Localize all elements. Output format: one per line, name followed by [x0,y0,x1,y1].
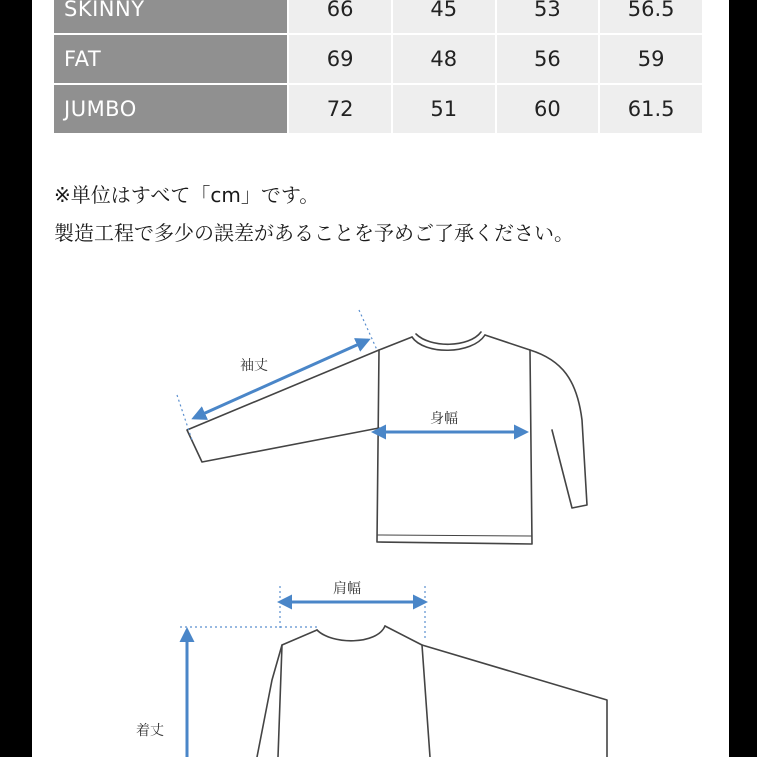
table-cell: 48 [393,35,495,83]
measurement-diagram [32,0,729,757]
tolerance-note: 製造工程で多少の誤差があることを予めご了承ください。 [54,221,574,245]
table-cell: 56 [497,35,599,83]
table-cell: 45 [393,0,495,33]
table-cell: 61.5 [600,85,702,133]
unit-note: ※単位はすべて「cm」です。 [54,183,320,207]
size-name-cell: JUMBO [54,85,287,133]
table-cell: 56.5 [600,0,702,33]
size-name-cell: FAT [54,35,287,83]
table-cell: 53 [497,0,599,33]
table-cell: 60 [497,85,599,133]
table-cell: 59 [600,35,702,83]
shoulder-width-label: 肩幅 [333,581,361,597]
table-cell: 72 [289,85,391,133]
sleeve-length-arrow [194,340,368,418]
table-cell: 51 [393,85,495,133]
body-width-label: 身幅 [430,411,458,427]
table-cell: 69 [289,35,391,83]
table-cell: 66 [289,0,391,33]
sweater-bottom-illustration [257,626,607,757]
size-guide-page [32,0,729,757]
body-length-label: 着丈 [136,723,164,739]
size-name-cell: SKINNY [54,0,287,33]
sleeve-length-label: 袖丈 [240,358,268,374]
